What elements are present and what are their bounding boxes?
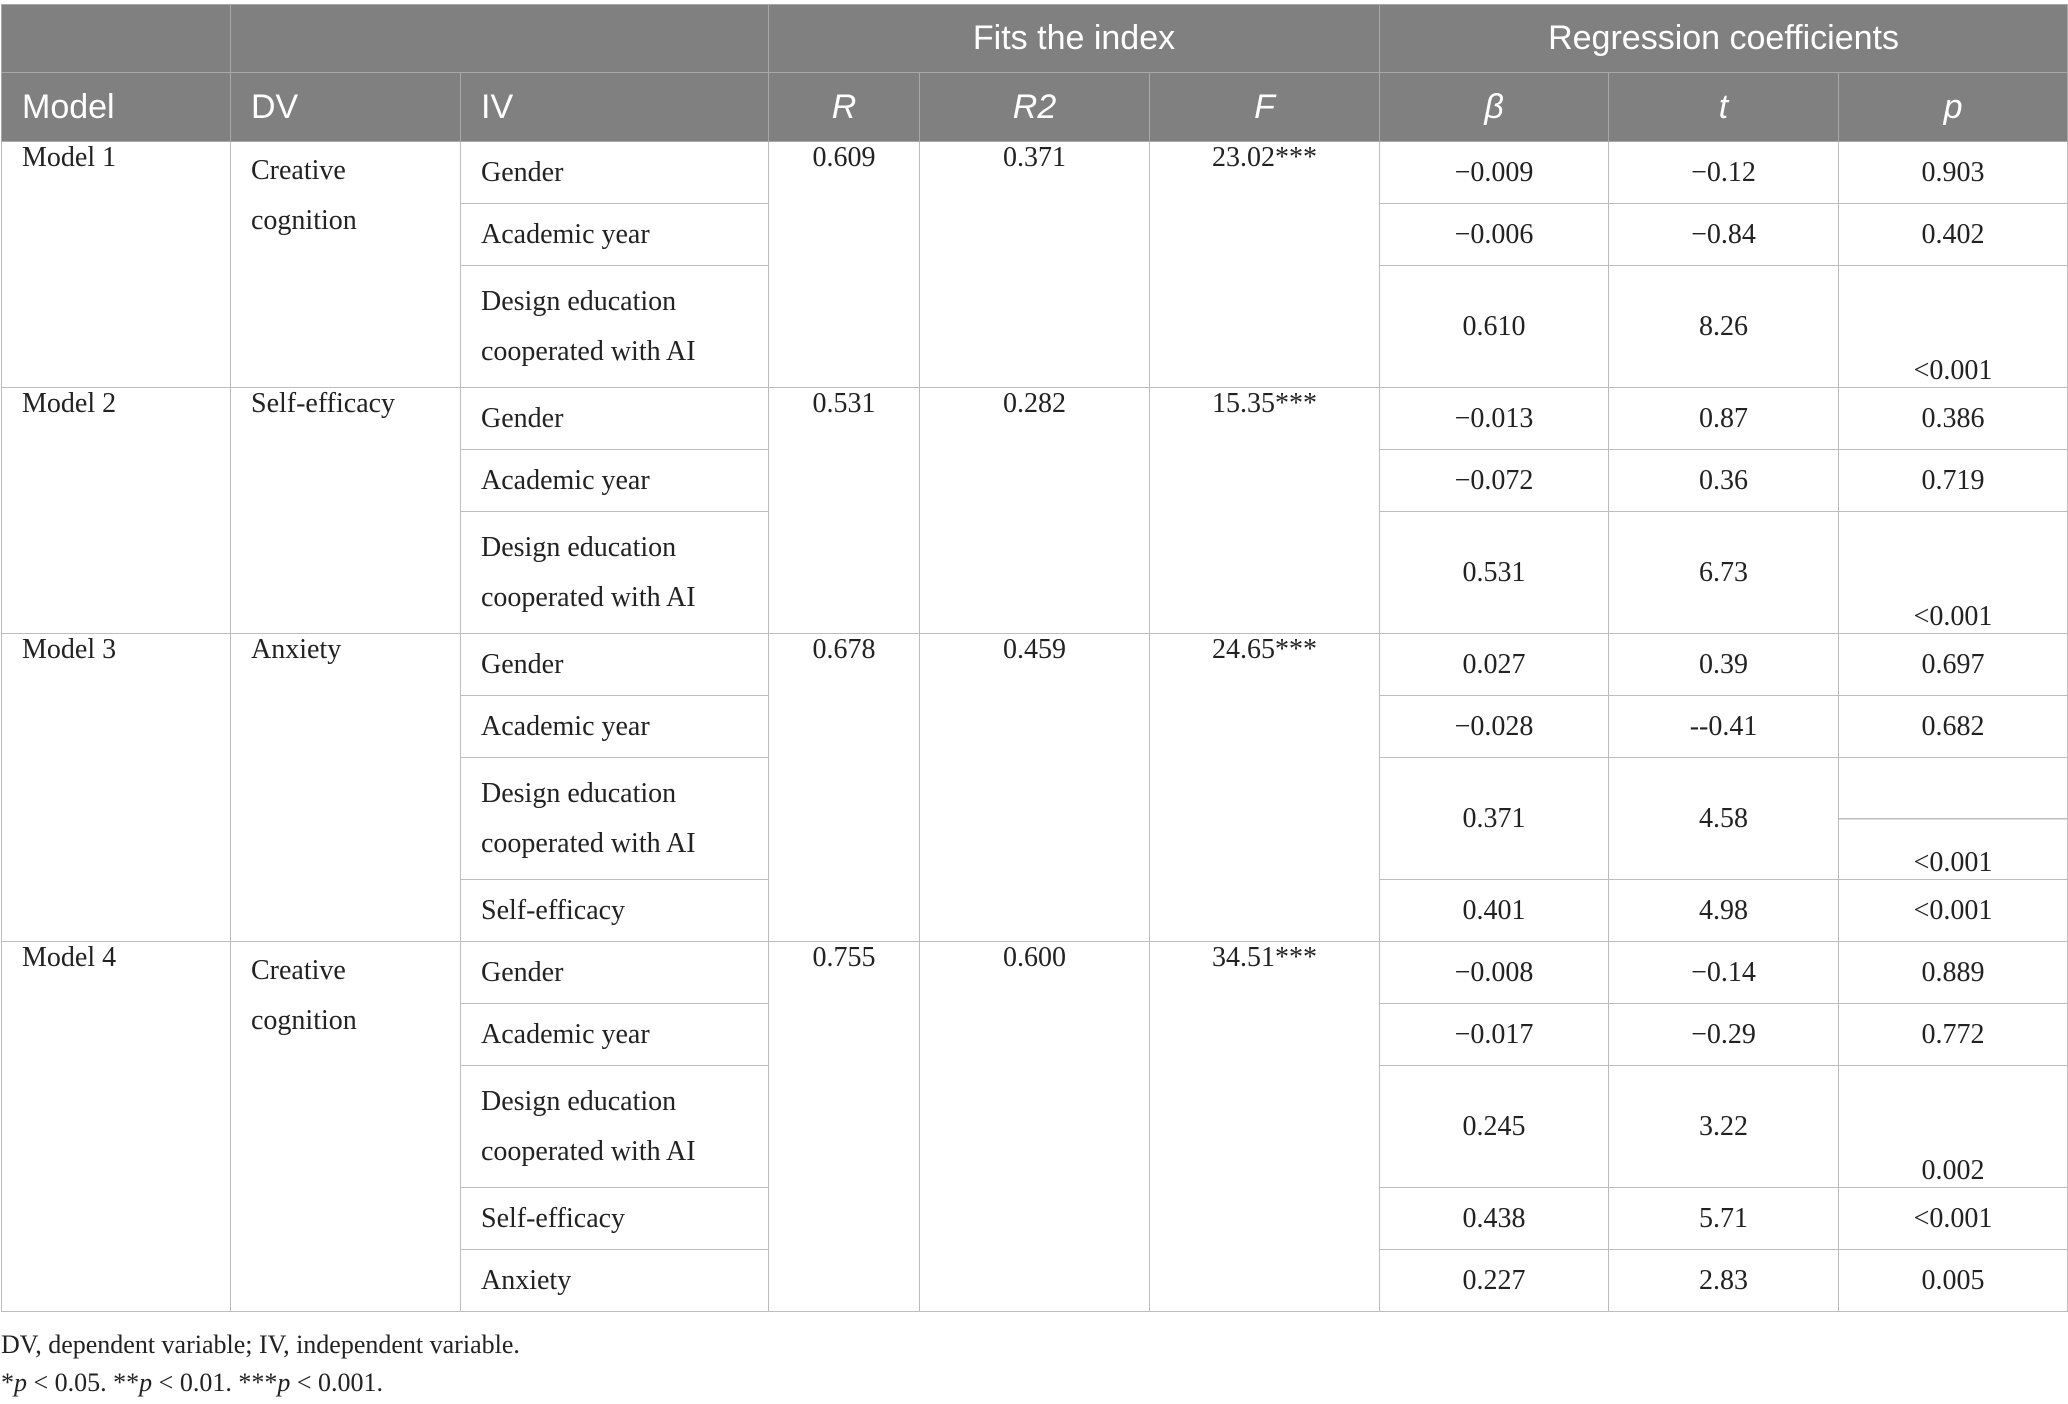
p-cell: <0.001: [1839, 758, 2068, 880]
beta-cell: 0.227: [1380, 1250, 1609, 1312]
iv-cell: Gender: [461, 942, 769, 1004]
regression-table: [1, 4, 2068, 1312]
col-iv: IV: [461, 73, 769, 142]
model-cell: Model 4: [2, 942, 231, 1312]
beta-cell: 0.245: [1380, 1066, 1609, 1188]
iv-cell: Academic year: [461, 204, 769, 266]
t-cell: 8.26: [1609, 266, 1839, 388]
t-cell: 4.58: [1609, 758, 1839, 880]
dv-cell: Anxiety: [231, 634, 461, 942]
dv-cell: Creative cognition: [231, 942, 461, 1312]
t-cell: 5.71: [1609, 1188, 1839, 1250]
t-cell: 0.39: [1609, 634, 1839, 696]
model-cell: Model 2: [2, 388, 231, 634]
beta-cell: 0.531: [1380, 512, 1609, 634]
r2-cell: 0.371: [920, 142, 1150, 388]
beta-cell: −0.028: [1380, 696, 1609, 758]
f-cell: 24.65***: [1150, 634, 1380, 942]
t-cell: 4.98: [1609, 880, 1839, 942]
iv-cell: Gender: [461, 388, 769, 450]
col-beta: β: [1380, 73, 1609, 142]
f-cell: 34.51***: [1150, 942, 1380, 1312]
beta-cell: 0.371: [1380, 758, 1609, 880]
table-body: [2, 142, 2068, 1312]
beta-cell: 0.027: [1380, 634, 1609, 696]
r2-cell: 0.282: [920, 388, 1150, 634]
iv-cell: Self-efficacy: [461, 1188, 769, 1250]
sig-star-1: *: [1, 1368, 14, 1397]
t-cell: −0.29: [1609, 1004, 1839, 1066]
model-cell: Model 1: [2, 142, 231, 388]
p-cell: 0.697: [1839, 634, 2068, 696]
beta-cell: 0.610: [1380, 266, 1609, 388]
iv-cell: Design education cooperated with AI: [461, 1066, 769, 1188]
iv-cell: Gender: [461, 634, 769, 696]
table-row: [2, 388, 2068, 450]
col-r2: R2: [920, 73, 1150, 142]
beta-cell: −0.006: [1380, 204, 1609, 266]
beta-cell: −0.008: [1380, 942, 1609, 1004]
beta-cell: −0.017: [1380, 1004, 1609, 1066]
sig-text-1: < 0.05. **: [27, 1368, 140, 1397]
sig-p-2: p: [139, 1368, 153, 1397]
t-cell: 2.83: [1609, 1250, 1839, 1312]
p-cell: 0.903: [1839, 142, 2068, 204]
col-t: t: [1609, 73, 1839, 142]
p-cell: 0.719: [1839, 450, 2068, 512]
t-cell: 3.22: [1609, 1066, 1839, 1188]
beta-cell: 0.438: [1380, 1188, 1609, 1250]
p-cell: <0.001: [1839, 880, 2068, 942]
t-cell: −0.84: [1609, 204, 1839, 266]
iv-cell: Academic year: [461, 696, 769, 758]
col-dv: DV: [231, 73, 461, 142]
t-cell: 0.87: [1609, 388, 1839, 450]
beta-cell: 0.401: [1380, 880, 1609, 942]
col-f: F: [1150, 73, 1380, 142]
iv-cell: Anxiety: [461, 1250, 769, 1312]
table-row: [2, 942, 2068, 1004]
header-blank-2: [231, 5, 769, 73]
table-footnotes: [1, 1326, 520, 1402]
p-cell: 0.005: [1839, 1250, 2068, 1312]
p-cell: 0.402: [1839, 204, 2068, 266]
header-group-row: [2, 5, 2068, 73]
col-p: p: [1839, 73, 2068, 142]
sig-p-3: p: [277, 1368, 291, 1397]
iv-cell: Design education cooperated with AI: [461, 266, 769, 388]
header-column-row: [2, 73, 2068, 142]
sig-text-2: < 0.01. ***: [152, 1368, 278, 1397]
f-cell: 23.02***: [1150, 142, 1380, 388]
sig-p-1: p: [14, 1368, 27, 1397]
p-cell: 0.002: [1839, 1066, 2068, 1188]
r-cell: 0.678: [769, 634, 920, 942]
p-cell: <0.001: [1839, 512, 2068, 634]
beta-cell: −0.013: [1380, 388, 1609, 450]
col-model: Model: [2, 73, 231, 142]
iv-cell: Gender: [461, 142, 769, 204]
r-cell: 0.531: [769, 388, 920, 634]
iv-cell: Academic year: [461, 450, 769, 512]
iv-cell: Design education cooperated with AI: [461, 512, 769, 634]
dv-cell: Creative cognition: [231, 142, 461, 388]
r2-cell: 0.459: [920, 634, 1150, 942]
t-cell: 0.36: [1609, 450, 1839, 512]
t-cell: --0.41: [1609, 696, 1839, 758]
p-cell: <0.001: [1839, 266, 2068, 388]
table-row: [2, 634, 2068, 696]
header-blank-1: [2, 5, 231, 73]
dv-cell: Self-efficacy: [231, 388, 461, 634]
t-cell: −0.14: [1609, 942, 1839, 1004]
t-cell: 6.73: [1609, 512, 1839, 634]
header-regression-coefficients: Regression coefficients: [1380, 5, 2068, 73]
beta-cell: −0.009: [1380, 142, 1609, 204]
significance-note: [1, 1364, 520, 1402]
sig-text-3: < 0.001.: [290, 1368, 384, 1397]
beta-cell: −0.072: [1380, 450, 1609, 512]
p-cell: 0.386: [1839, 388, 2068, 450]
r-cell: 0.755: [769, 942, 920, 1312]
p-cell: 0.682: [1839, 696, 2068, 758]
model-cell: Model 3: [2, 634, 231, 942]
iv-cell: Academic year: [461, 1004, 769, 1066]
table-row: [2, 142, 2068, 204]
p-cell: <0.001: [1839, 1188, 2068, 1250]
r-cell: 0.609: [769, 142, 920, 388]
p-cell: 0.772: [1839, 1004, 2068, 1066]
header-fit-index: Fits the index: [769, 5, 1380, 73]
iv-cell: Design education cooperated with AI: [461, 758, 769, 880]
p-cell: 0.889: [1839, 942, 2068, 1004]
r2-cell: 0.600: [920, 942, 1150, 1312]
abbreviation-note: DV, dependent variable; IV, independent variable.: [1, 1330, 520, 1359]
col-r: R: [769, 73, 920, 142]
t-cell: −0.12: [1609, 142, 1839, 204]
f-cell: 15.35***: [1150, 388, 1380, 634]
table-header: [2, 5, 2068, 142]
iv-cell: Self-efficacy: [461, 880, 769, 942]
